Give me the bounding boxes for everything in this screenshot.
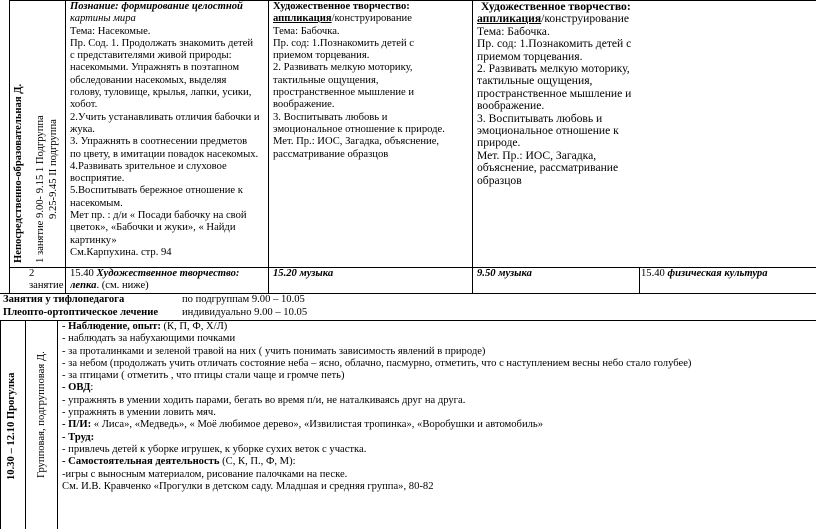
second-lesson-music-2: 9.50 музыка: [477, 268, 532, 279]
col1-line: насекомыми. Упражнять в поэтапном: [70, 62, 240, 74]
col3-line: тактильные ощущения,: [477, 74, 593, 88]
walk-line: - упражнять в умении ходить парами, бегать во время п/и, не наталкиваясь друг на друга.: [62, 394, 466, 406]
walk-group-label: Групповая, подгрупповая Д.: [36, 351, 47, 478]
walk-line: - за проталинками и зеленой травой на них ( учить понимать зависимость явлений в природе): [62, 345, 486, 357]
col2-line: Тема: Бабочка.: [273, 25, 340, 37]
col1-line: хобот.: [70, 99, 98, 111]
walk-line: - Самостоятельная деятельность (С, К, П., Ф, М):: [62, 456, 296, 468]
walk-line: - наблюдать за набухающими почками: [62, 333, 236, 345]
col1-line: 4.Развивать зрительное и слуховое: [70, 160, 227, 172]
walk-line: - Наблюдение, опыт: (К, П, Ф, Х/Л): [62, 321, 228, 332]
grid-line: [57, 320, 58, 529]
grid-line: [472, 0, 473, 293]
lesson-col-art: [273, 1, 470, 266]
col3-line: воображение.: [477, 99, 545, 113]
second-lesson-monday-line2: лепка. (см. ниже): [70, 280, 149, 292]
col3-title: Художественное творчество:: [481, 1, 631, 13]
col1-line: Пр. Сод. 1. Продолжать знакомить детей: [70, 37, 254, 49]
grid-line: [0, 320, 1, 529]
second-lesson-pe: 15.40 физическая культура: [641, 268, 768, 279]
second-lesson-label: [29, 268, 65, 293]
col3-line: пространственное мышление и: [477, 86, 632, 100]
walk-line: - за небом (продолжать учить отличать состояние неба – ясно, облачно, пасмурно, отметить, что с наступлением весны небо стало голубее): [62, 357, 692, 369]
grid-line: [268, 0, 269, 293]
col3-line: Пр. сод: 1.Познакомить детей с: [477, 37, 632, 51]
walk-line: См. И.В. Кравченко «Прогулки в детском саду. Младшая и средняя группа», 80-82: [62, 480, 434, 492]
pleopt-label: Плеопто-ортоптическое лечение: [3, 307, 159, 318]
walk-line: - за птицами ( отметить , что птицы стали чаще и громче петь): [62, 370, 345, 382]
walk-line: - Труд:: [62, 431, 95, 443]
col2-line: воображение.: [273, 99, 335, 111]
col3-line: образцов: [477, 173, 522, 187]
col1-line: картинку»: [70, 234, 117, 246]
lesson-time-label-2: 9.25-9.45 II подгруппа: [48, 119, 59, 219]
second-lesson-monday-line1: 15.40 Художественное творчество:: [70, 268, 240, 279]
col2-line: Пр. сод: 1.Познакомить детей с: [273, 37, 414, 49]
col1-line: восприятие.: [70, 173, 125, 185]
walk-line: - привлечь детей к уборке игрушек, к уборке сухих веток с участка.: [62, 443, 367, 455]
col2-title-line: аппликация/конструирование: [273, 13, 412, 25]
col1-line: жука.: [70, 123, 95, 135]
walk-line: - П/И: « Лиса», «Медведь», « Моё любимое дерево», «Извилистая тропинка», «Воробушки и автомобиль»: [62, 419, 544, 431]
col1-line: 3. Упражнять в соотнесении предметов: [70, 136, 248, 148]
col2-line: Мет. Пр.: ИОС, Загадка, объяснение,: [273, 136, 440, 148]
col2-line: 2. Развивать мелкую моторику,: [273, 62, 413, 74]
typhlo-label: Занятия у тифлопедагога: [3, 294, 125, 305]
col2-title: Художественное творчество:: [273, 1, 410, 12]
col2-line: эмоциональное отношение к природе.: [273, 123, 445, 135]
col1-line: насекомым.: [70, 197, 123, 209]
walk-time-label: 10.30 – 12.10 Прогулка: [6, 372, 17, 480]
col3-line: 2. Развивать мелкую моторику,: [477, 62, 630, 76]
col3-line: 3. Воспитывать любовь и: [477, 111, 603, 125]
col3-title-line: аппликация/конструирование: [477, 12, 630, 26]
col2-line: рассматривание образцов: [273, 148, 389, 160]
col1-line: Мет пр. : д/и « Посади бабочку на свой: [70, 210, 247, 222]
col2-line: 3. Воспитывать любовь и: [273, 111, 388, 123]
grid-line: [25, 320, 26, 529]
col3-line: природе.: [477, 136, 521, 150]
col1-line: обследовании насекомых, выделяя: [70, 74, 227, 86]
lesson-time-label-1: 1 занятие 9.00- 9.15 1 Подгруппа: [35, 115, 46, 263]
grid-line: [65, 0, 66, 293]
col1-line: голову, туловище, крылья, лапки, усики,: [70, 87, 252, 99]
col3-line: приемом торцевания.: [477, 49, 583, 63]
col2-line: пространственное мышление и: [273, 87, 415, 99]
second-lesson-music-1: 15.20 музыка: [273, 268, 334, 279]
col3-line: объяснение, рассматривание: [477, 161, 619, 175]
pleopt-value: индивидуально 9.00 – 10.05: [182, 307, 308, 318]
col1-line: с представителями живой природы:: [70, 50, 232, 62]
col1-line: по цвету, в имитации повадок насекомых.: [70, 148, 259, 160]
second-lesson-monday: [70, 268, 266, 293]
second-lesson-number: 2: [29, 268, 35, 279]
col3-line: Мет. Пр.: ИОС, Загадка,: [477, 148, 597, 162]
col1-line: цветок», «Бабочки и жуки», « Найди: [70, 222, 236, 234]
col1-title: Познание: формирование целостной: [70, 1, 243, 12]
walk-plan: [62, 321, 814, 529]
col1-line: См.Карпухина. стр. 94: [70, 246, 172, 258]
lesson-col-cognition: [70, 1, 266, 266]
second-lesson-word: занятие: [29, 280, 64, 292]
col3-line: эмоциональное отношение к: [477, 124, 619, 138]
col2-line: приемом торцевания.: [273, 50, 370, 62]
lesson-col-art-2: [477, 1, 637, 266]
col1-line: 5.Воспитывать бережное отношение к: [70, 185, 243, 197]
col1-line: 2.Учить устанавливать отличия бабочки и: [70, 111, 260, 123]
walk-line: - ОВД:: [62, 382, 94, 394]
walk-line: -игры с выносным материалом, рисование палочками на песке.: [62, 468, 348, 480]
grid-line: [639, 267, 640, 293]
grid-line: [9, 0, 10, 293]
walk-line: - упражнять в умении ловить мяч.: [62, 407, 216, 419]
col3-line: Тема: Бабочка.: [477, 24, 550, 38]
col1-title2: картины мира: [70, 13, 136, 25]
col2-line: тактильные ощущения,: [273, 74, 379, 86]
activity-type-label: Непосредственно-образовательная Д.: [13, 83, 24, 263]
col1-line: Тема: Насекомые.: [70, 25, 151, 37]
typhlo-value: по подгруппам 9.00 – 10.05: [182, 294, 305, 305]
